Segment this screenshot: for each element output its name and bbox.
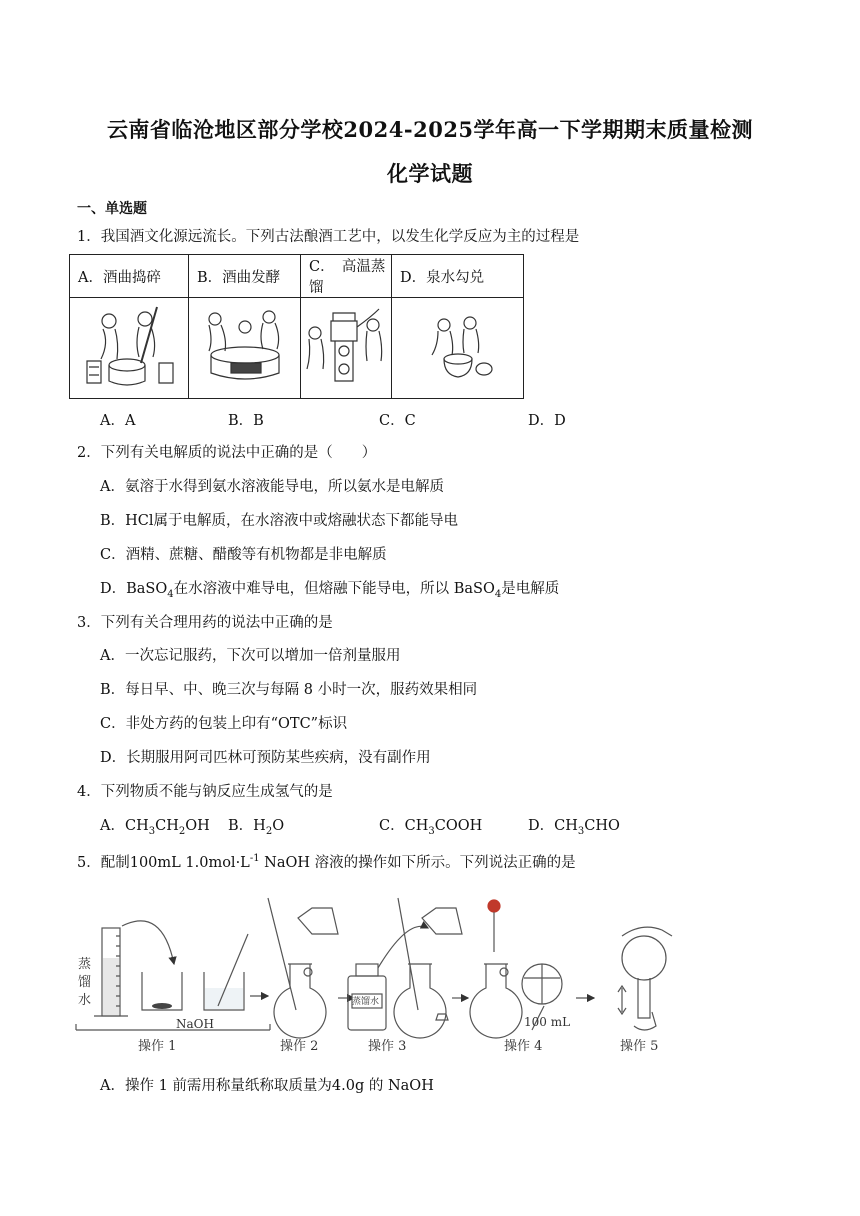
step-label-3: 操作 3 — [368, 1039, 407, 1054]
step-label-2: 操作 2 — [280, 1039, 319, 1054]
q5-option-a: A．操作 1 前需用称量纸称取质量为4.0g 的 NaOH — [100, 1078, 434, 1094]
water-label-1: 蒸 — [78, 957, 92, 972]
q3-option-b: B．每日早、中、晚三次与每隔 8 小时一次，服药效果相同 — [100, 682, 478, 698]
illustration-blending — [392, 298, 524, 399]
water-label-3: 水 — [78, 993, 92, 1008]
step-label-4: 操作 4 — [504, 1039, 543, 1054]
bottle-label: 蒸馏水 — [352, 997, 380, 1007]
q1-option-b: B．B — [228, 413, 264, 429]
q2-option-a: A．氨溶于水得到氨水溶液能导电，所以氨水是电解质 — [100, 479, 444, 495]
step-label-1: 操作 1 — [138, 1039, 177, 1054]
illustration-fermenting — [189, 298, 301, 399]
illustration-crushing — [70, 298, 189, 399]
q4-option-d: D．$CH_3CHO$ — [528, 818, 620, 837]
question-2-stem: 2．下列有关电解质的说法中正确的是（ ） — [77, 445, 377, 461]
table-header-a: A．酒曲捣碎 — [70, 255, 189, 298]
q2-option-c: C．酒精、蔗糖、醋酸等有机物都是非电解质 — [100, 547, 387, 563]
volume-label: 100 mL — [524, 1015, 571, 1029]
table-header-c: C． 高温蒸馏 — [301, 255, 392, 298]
q1-option-a: A．A — [100, 413, 136, 429]
illustration-distilling — [301, 298, 392, 399]
naoh-label: NaOH — [176, 1017, 214, 1031]
q4-option-c: C．$CH_3COOH$ — [379, 818, 483, 837]
table-header-d: D．泉水勾兑 — [392, 255, 524, 298]
q1-option-c: C．C — [379, 413, 416, 429]
q4-option-b: B．$H_2O$ — [228, 818, 285, 837]
q3-option-d: D．长期服用阿司匹林可预防某些疾病，没有副作用 — [100, 750, 431, 766]
question-4-stem: 4．下列物质不能与钠反应生成氢气的是 — [77, 784, 333, 800]
page-subtitle: 化学试题 — [387, 161, 473, 186]
question-1-stem: 1．我国酒文化源远流长。下列古法酿酒工艺中，以发生化学反应为主的过程是 — [77, 229, 580, 245]
page-title: 云南省临沧地区部分学校2024-2025学年高一下学期期末质量检测 — [106, 117, 754, 142]
water-label-2: 馏 — [78, 975, 92, 990]
q2-option-b: B．HCl属于电解质，在水溶液中或熔融状态下都能导电 — [100, 513, 459, 529]
q3-option-a: A．一次忘记服药，下次可以增加一倍剂量服用 — [100, 648, 401, 664]
question-1-table — [69, 254, 524, 399]
q3-option-c: C．非处方药的包装上印有“OTC”标识 — [100, 716, 348, 732]
q1-option-d: D．D — [528, 413, 566, 429]
step-label-5: 操作 5 — [620, 1039, 659, 1054]
question-3-stem: 3．下列有关合理用药的说法中正确的是 — [77, 615, 333, 631]
section-heading: 一、单选题 — [77, 201, 147, 217]
q4-option-a: A．$CH_3CH_2OH$ — [100, 818, 210, 837]
question-5-stem: 5．配制100mL $1.0mol\cdot L^{-1}$ NaOH 溶液的操作如下所示。下列说法正确的是 — [77, 853, 576, 871]
solution-preparation-figure — [72, 888, 692, 1064]
table-header-b: B．酒曲发酵 — [189, 255, 301, 298]
q2-option-d: D．BaSO$_4$在水溶液中难导电，但熔融下能导电，所以 BaSO$_4$是电解质 — [100, 581, 560, 600]
